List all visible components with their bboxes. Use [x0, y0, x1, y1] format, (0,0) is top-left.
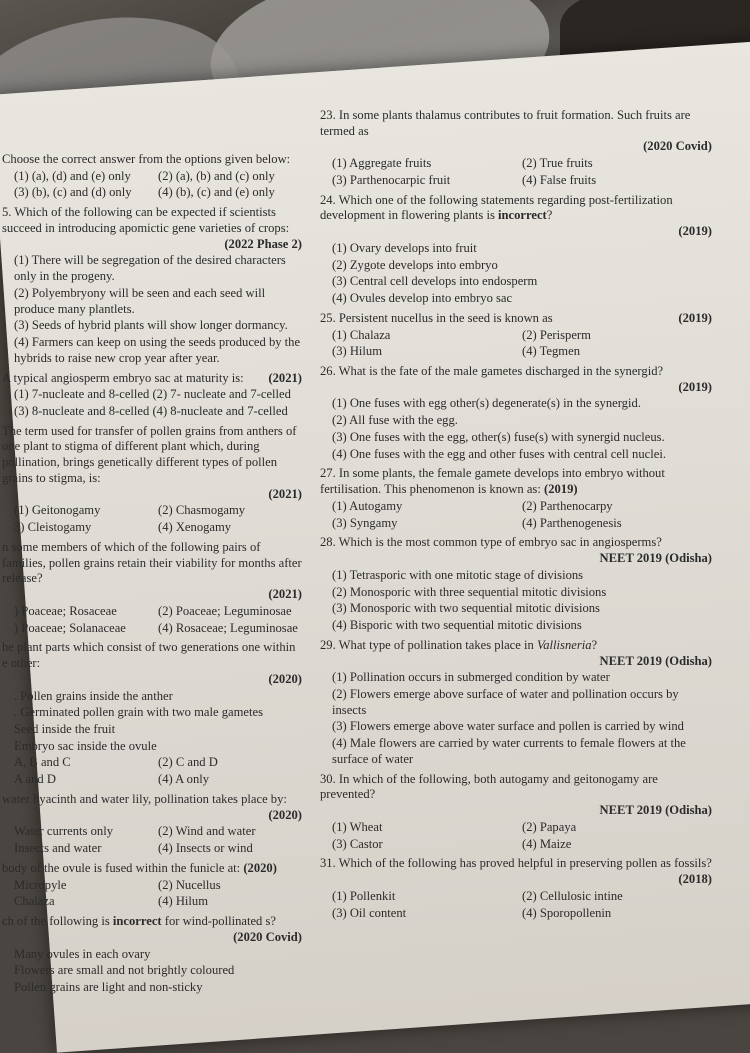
option-row [14, 824, 302, 840]
question-stem: 31. Which of the following has proved helpful in preserving pollen as fossils? [320, 856, 712, 871]
question-stem [2, 914, 302, 930]
question-stem-line [320, 466, 712, 497]
option: (4) Insects or wind [158, 841, 253, 856]
question-funicle [2, 861, 302, 910]
option: (4) (b), (c) and (e) only [158, 185, 275, 200]
option: (2) Poaceae; Leguminosae [158, 603, 292, 618]
option-row [14, 169, 302, 185]
stem-emphasis: incorrect [112, 914, 162, 929]
question-stem: 27. In some plants, the female gamete develops into embryo without fertilisation. This phenomenon is known as: [320, 466, 665, 497]
option-row [332, 499, 712, 515]
option: (2) Papaya [522, 819, 577, 834]
year-tag: (2019) [678, 224, 712, 239]
option: (3) Monosporic with two sequential mitotic divisions [332, 601, 600, 616]
option-row [14, 755, 302, 771]
question-stem: he plant parts which consist of two generations one within e other: [2, 640, 296, 671]
question-stem: The term used for transfer of pollen grains from anthers of one plant to stigma of different plant which, during pollination, brings genetically different types of pollen grains to stigma, is: [2, 423, 297, 485]
option-row [14, 878, 302, 894]
option: (3) Castor [332, 836, 383, 851]
option: (4) Male flowers are carried by water currents to female flowers at the surface of water [332, 736, 686, 766]
question-stem-line [2, 861, 302, 877]
question-apomictic [2, 205, 302, 366]
year-tag: (2020 Covid) [643, 139, 712, 154]
question-28 [320, 535, 712, 633]
option: (3) Flowers emerge above water surface and pollen is carried by wind [332, 719, 684, 734]
option-row [332, 156, 712, 172]
option: 3) Cleistogamy [14, 520, 92, 535]
question-stem: water hyacinth and water lily, pollination takes place by: [2, 791, 287, 806]
option: Flowers are small and not brightly coloured [14, 963, 235, 978]
option: (3) Syngamy [332, 515, 398, 530]
stem-text: 24. Which one of the following statements regarding post-fertilization development in flowering plants is [320, 192, 673, 223]
left-column [2, 152, 302, 1000]
option: (1) Geitonogamy [14, 503, 101, 518]
choose-block [2, 152, 302, 201]
option: (1) 7-nucleate and 8-celled (2) 7- nucleate and 7-celled [14, 387, 291, 402]
question-stem [320, 638, 712, 654]
year-tag: (2019) [678, 310, 712, 325]
option-row [332, 906, 712, 922]
option: Chalaza [14, 894, 55, 909]
option: (2) True fruits [522, 156, 593, 171]
option: (1) (a), (d) and (e) only [14, 168, 131, 183]
option: (2) Zygote develops into embryo [332, 257, 498, 272]
option: (3) (b), (c) and (d) only [14, 185, 132, 200]
year-tag: (2019) [544, 482, 578, 497]
option-row [332, 328, 712, 344]
question-26 [320, 364, 712, 462]
option: (1) Pollination occurs in submerged condition by water [332, 670, 610, 685]
option: (4) Bisporic with two sequential mitotic divisions [332, 618, 582, 633]
option: Many ovules in each ovary [14, 946, 151, 961]
question-stem-line [2, 371, 302, 387]
option: (2) Polyembryony will be seen and each seed will produce many plantlets. [14, 285, 266, 316]
year-tag: (2022 Phase 2) [224, 236, 302, 251]
stem-text: for wind-pollinated s? [161, 914, 276, 929]
option: (4) Xenogamy [158, 520, 232, 535]
option: (4) Hilum [158, 894, 209, 909]
question-stem: body of the ovule is fused within the funicle at: [2, 860, 241, 875]
option-row [332, 889, 712, 905]
question-24 [320, 193, 712, 307]
option: A and D [14, 772, 56, 787]
option-row [332, 516, 712, 532]
question-stem [320, 193, 712, 224]
option: (3) 8-nucleate and 8-celled (4) 8-nucleate and 7-celled [14, 404, 288, 419]
list-item: . Pollen grains inside the anther [14, 688, 173, 703]
question-families [2, 540, 302, 636]
question-29 [320, 638, 712, 768]
option: Water currents only [14, 824, 113, 839]
stem-emphasis: incorrect [498, 208, 547, 223]
option-row [14, 841, 302, 857]
option: (4) One fuses with the egg and other fuses with central cell nuclei. [332, 446, 666, 461]
option: (1) Chalaza [332, 327, 391, 342]
option: (2) Perisperm [522, 327, 591, 342]
option-row [14, 604, 302, 620]
question-transfer [2, 424, 302, 536]
right-column [320, 108, 712, 925]
option: (1) Wheat [332, 819, 383, 834]
question-31 [320, 856, 712, 921]
option-row [332, 820, 712, 836]
option: (2) C and D [158, 755, 218, 770]
option: (2) Wind and water [158, 824, 256, 839]
year-tag: (2019) [678, 379, 712, 394]
option-row [14, 621, 302, 637]
question-wind [2, 914, 302, 996]
option-row [14, 520, 302, 536]
option: (4) Parthenogenesis [522, 515, 622, 530]
question-stem-line [320, 311, 712, 327]
list-item: . Germinated pollen grain with two male gametes [14, 705, 264, 720]
option: (3) Parthenocarpic fruit [332, 172, 451, 187]
option: (4) Rosaceae; Leguminosae [158, 620, 298, 635]
option: (2) (a), (b) and (c) only [158, 168, 275, 183]
option-row [14, 772, 302, 788]
question-23 [320, 108, 712, 189]
question-hyacinth [2, 792, 302, 857]
option-row [332, 344, 712, 360]
question-embryo-sac [2, 371, 302, 420]
option: (1) Autogamy [332, 498, 403, 513]
option: (4) Ovules develop into embryo sac [332, 291, 513, 306]
year-tag: NEET 2019 (Odisha) [599, 653, 712, 668]
year-tag: NEET 2019 (Odisha) [599, 803, 712, 818]
option: (4) Sporopollenin [522, 905, 612, 920]
option: (2) Parthenocarpy [522, 498, 613, 513]
option: ) Poaceae; Solanaceae [14, 620, 126, 635]
option: (2) Chasmogamy [158, 503, 246, 518]
option: (3) Hilum [332, 344, 383, 359]
option: ) Poaceae; Rosaceae [14, 603, 117, 618]
stem-text: ? [591, 637, 598, 652]
option: Micropyle [14, 877, 67, 892]
question-stem: 23. In some plants thalamus contributes to fruit formation. Such fruits are termed as [320, 108, 691, 138]
list-item: Seed inside the fruit [14, 721, 116, 736]
question-27 [320, 466, 712, 531]
option: (1) There will be segregation of the desired characters only in the progeny. [14, 253, 286, 284]
option: (2) Monosporic with three sequential mitotic divisions [332, 584, 607, 599]
year-tag: NEET 2019 (Odisha) [599, 551, 712, 566]
option: Insects and water [14, 841, 102, 856]
option: (2) Cellulosic intine [522, 888, 623, 903]
option: (1) Ovary develops into fruit [332, 240, 477, 255]
option: (1) Aggregate fruits [332, 156, 432, 171]
question-30 [320, 772, 712, 853]
year-tag: (2020) [268, 807, 302, 822]
option: (4) Farmers can keep on using the seeds produced by the hybrids to raise new crop year after year. [14, 335, 301, 365]
option: (1) Tetrasporic with one mitotic stage of divisions [332, 567, 584, 582]
option-row [332, 173, 712, 189]
option: (4) A only [158, 772, 210, 787]
year-tag: (2021) [268, 587, 302, 602]
question-25 [320, 311, 712, 360]
stem-text: 29. What type of pollination takes place in [320, 637, 537, 652]
year-tag: (2020) [243, 860, 277, 875]
option: (3) Seeds of hybrid plants will show longer dormancy. [14, 318, 288, 333]
question-stem: 30. In which of the following, both autogamy and geitonogamy are prevented? [320, 771, 658, 802]
option: (4) Tegmen [522, 344, 580, 359]
question-stem: 25. Persistent nucellus in the seed is known as [320, 310, 553, 325]
option: (2) All fuse with the egg. [332, 413, 458, 428]
year-tag: (2020) [268, 671, 302, 686]
option-row [14, 185, 302, 201]
option: (3) Central cell develops into endosperm [332, 274, 538, 289]
option: (1) Pollenkit [332, 888, 396, 903]
option: (4) False fruits [522, 172, 597, 187]
option: Pollen grains are light and non-sticky [14, 979, 203, 994]
option: (3) One fuses with the egg, other(s) fuse(s) with synergid nucleus. [332, 429, 665, 444]
stem-text: ? [546, 208, 553, 223]
year-tag: (2020 Covid) [233, 929, 302, 944]
stem-italic: Vallisneria [536, 637, 592, 652]
question-generations [2, 640, 302, 788]
option: (2) Flowers emerge above surface of water and pollination occurs by insects [332, 686, 679, 717]
option: (3) Oil content [332, 905, 407, 920]
year-tag: (2018) [678, 872, 712, 887]
question-stem: A typical angiosperm embryo sac at maturity is: [2, 370, 244, 385]
question-stem: 28. Which is the most common type of embryo sac in angiosperms? [320, 535, 662, 550]
choose-text: Choose the correct answer from the options given below: [2, 152, 291, 166]
option: (4) Maize [522, 836, 572, 851]
question-stem: n some members of which of the following pairs of families, pollen grains retain their viability for months after release? [2, 539, 302, 586]
option-row [332, 837, 712, 853]
option-row [14, 894, 302, 910]
option: (1) One fuses with egg other(s) degenerate(s) in the synergid. [332, 396, 641, 411]
stem-text: ch of the following is [2, 914, 113, 929]
option: A, B and C [14, 755, 71, 770]
year-tag: (2021) [268, 486, 302, 501]
option: (2) Nucellus [158, 877, 221, 892]
question-stem: 5. Which of the following can be expected if scientists succeed in introducing apomictic gene varieties of crops: [2, 205, 290, 235]
option-row [14, 503, 302, 519]
list-item: Embryo sac inside the ovule [14, 738, 157, 753]
year-tag: (2021) [268, 370, 302, 385]
question-stem: 26. What is the fate of the male gametes discharged in the synergid? [320, 364, 664, 379]
